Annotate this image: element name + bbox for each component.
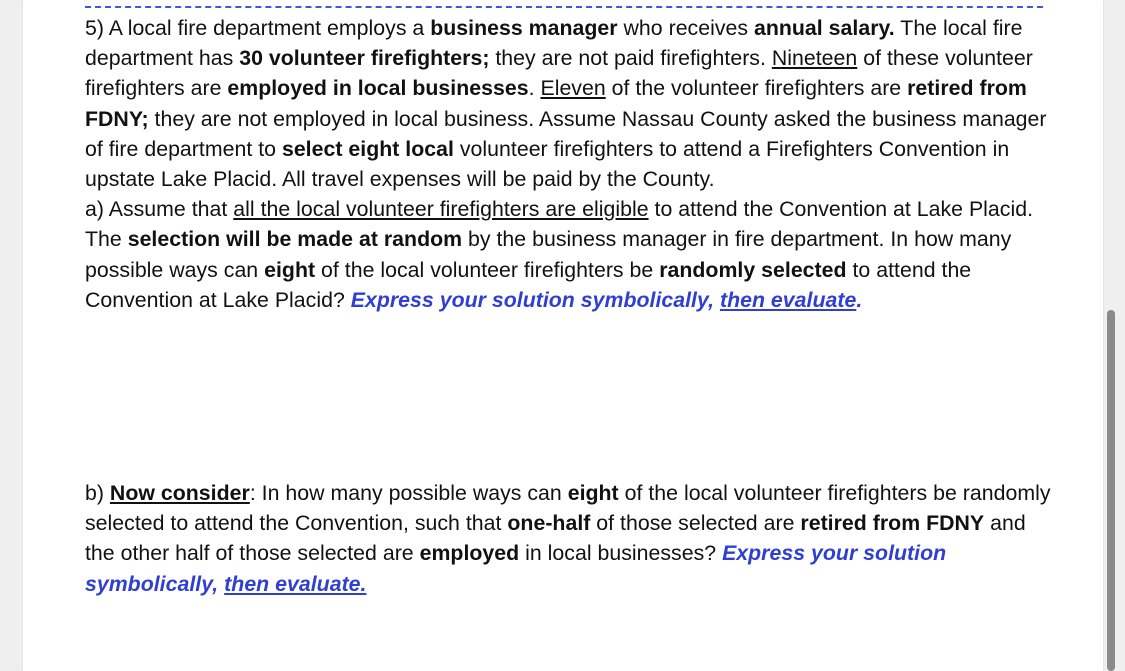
part-b-paragraph: b) Now consider: In how many possible ways can eight of the local volunteer firefighters be randomly selected to attend the Convention, such that one-half of those selected are retired from FDNY and the other half of those selected are employed in local businesses? Express your solution symbolically, then evaluate. <box>85 481 1051 596</box>
instruction-express: Express your solution symbolically, <box>350 287 720 312</box>
document-page <box>23 0 1103 671</box>
dashed-separator <box>85 6 1043 8</box>
problem-5-paragraph: 5) A local fire department employs a business manager who receives annual salary. The local fire department has 30 volunteer firefighters; they are not paid firefighters. Nineteen of these volunteer firefighters are employed in local businesses. Eleven of the volunteer firefighters are retired from FDNY; they are not employed in local business. Assume Nassau County asked the business manager of fire department to select eight local volunteer firefighters to attend a Firefighters Convention in upstate Lake Placid. All travel expenses will be paid by the County. a) Assume that all the local volunteer firefighters are eligible to attend the Convention at Lake Placid. The selection will be made at random by the business manager in fire department. In how many possible ways can eight of the local volunteer firefighters be randomly selected to attend the Convention at Lake Placid? Express your solution symbolically, then evaluate. <box>85 16 1047 312</box>
instruction-express-b: Express your solution symbolically, <box>85 541 947 596</box>
instruction-evaluate: then evaluate <box>719 287 857 312</box>
instruction-evaluate-b: then evaluate. <box>224 571 367 596</box>
vertical-scrollbar-thumb[interactable] <box>1107 310 1115 671</box>
part-a-text: a) Assume that all the local volunteer firefighters are eligible to attend the Convention at Lake Placid. The selection will be made at random by the business manager in fire department. In how many possible ways can eight of the local volunteer firefighters be randomly selected to attend the Convention at Lake Placid? Express your solution symbolically, then evaluate. <box>85 197 1034 312</box>
problem-number: 5) <box>85 16 104 40</box>
